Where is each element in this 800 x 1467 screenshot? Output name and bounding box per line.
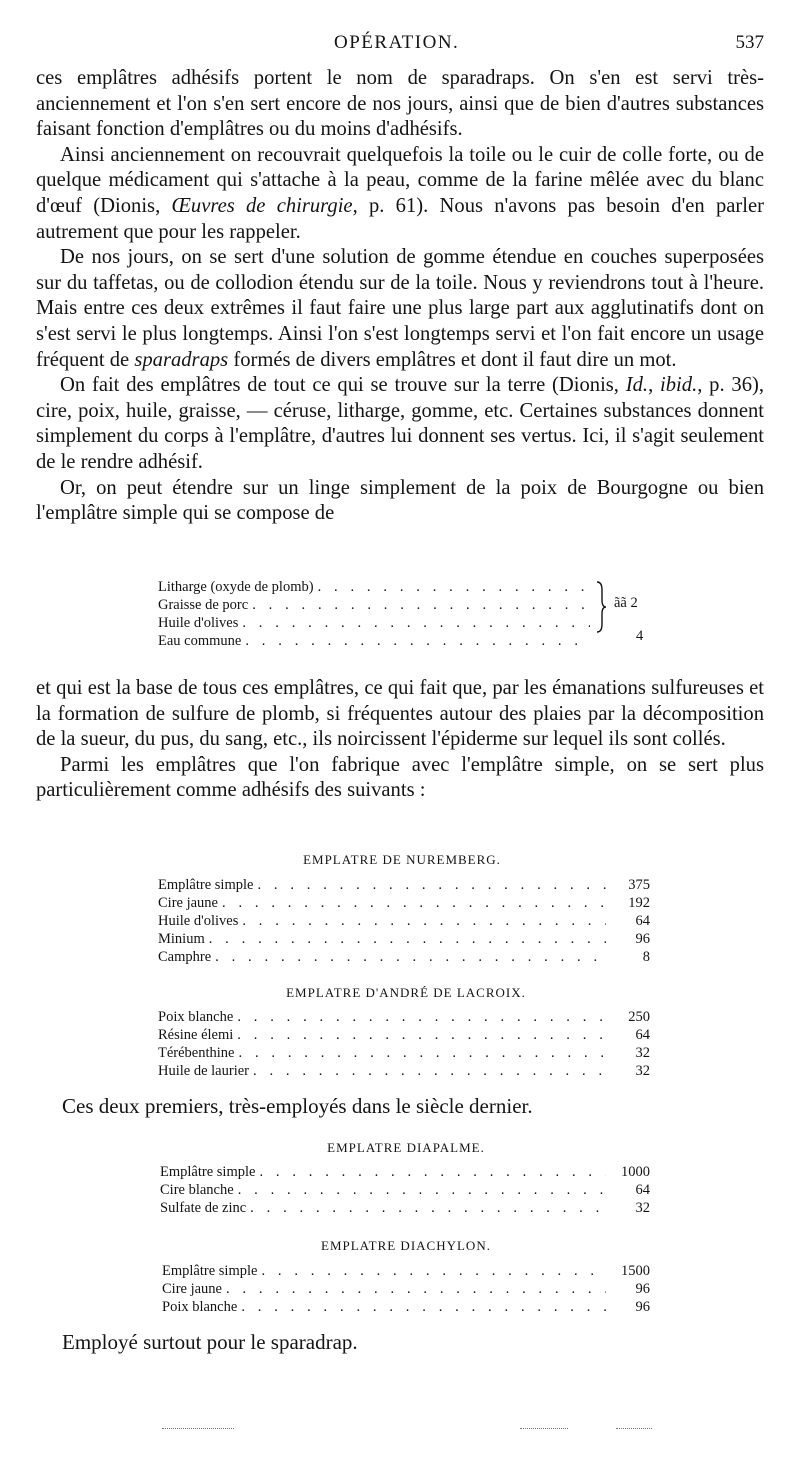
recipe-diachylon [162,1262,650,1316]
recipe-lacroix [158,1008,650,1080]
brace-quantity: ãã 2 [614,595,638,611]
recipe-title-diachylon: EMPLATRE DIACHYLON. [321,1238,491,1253]
bleed-through-mark [162,1428,234,1430]
note-line-2: Employé surtout pour le sparadrap. [62,1330,358,1354]
recipe-row: Emplâtre simple . . . 375 [158,876,650,894]
recipe-title-diapalme: EMPLATRE DIAPALME. [327,1140,485,1155]
recipe-title-lacroix: EMPLATRE D'ANDRÉ DE LACROIX. [286,985,526,1000]
running-head [0,32,800,56]
page-number: 537 [735,32,764,53]
paragraph-5: Or, on peut étendre sur un linge simplement de la poix de Bourgogne ou bien l'emplâtre simple qui se compose de [36,476,764,525]
paragraph-1: ces emplâtres adhésifs portent le nom de sparadraps. On s'en est servi très-anciennement et l'on s'en sert encore de nos jours, ainsi que de bien d'autres substances faisant fonction d'emplâtres ou du moins d'adhésifs. [36,67,764,141]
recipe-row: Cire jaune . . . 192 [158,894,650,912]
recipe-row: Minium . . . 96 [158,930,650,948]
recipe-row: Emplâtre simple . . . 1000 [160,1163,650,1181]
bleed-through-mark [616,1428,652,1430]
ingredient-row: Graisse de porc . . . [158,596,594,614]
recipe-row: Térébenthine . . . 32 [158,1044,650,1062]
paragraph-2: Ainsi anciennement on recouvrait quelquefois la toile ou le cuir de colle forte, ou de quelque médicament qui s'attache à la peau, comme de la farine mêlée avec du blanc d'œuf (Dionis, Œuvres de chirurgie, p. 61). Nous n'avons pas besoin d'en parler autrement que pour les rappeler. [36,143,764,243]
water-quantity: 4 [636,628,644,644]
recipe-row: Cire jaune . . . 96 [162,1280,650,1298]
paragraph-6: et qui est la base de tous ces emplâtres, ce qui fait que, par les émanations sulfureuses et la formation de sulfure de plomb, si fréquentes autour des plaies par la décomposition de la sueur, du pus, du sang, etc., ils noircissent l'épiderme sur lequel ils sont collés. [36,677,764,751]
recipe-row: Sulfate de zinc . . . 32 [160,1199,650,1217]
recipe-row: Poix blanche . . . 250 [158,1008,650,1026]
main-text-block [36,66,764,527]
ingredient-row: Eau commune . . . [158,632,594,650]
recipe-row: Résine élemi . . . 64 [158,1026,650,1044]
running-title: OPÉRATION. [334,32,460,53]
ingredient-row: Litharge (oxyde de plomb) . . . [158,578,594,596]
recipe-row: Emplâtre simple . . . 1500 [162,1262,650,1280]
paragraph-7: Parmi les emplâtres que l'on fabrique avec l'emplâtre simple, on se sert plus particulièrement comme adhésifs des suivants : [36,753,764,802]
ingredient-row: Huile d'olives . . . [158,614,594,632]
curly-brace-icon [594,580,608,634]
recipe-row: Huile d'olives . . . 64 [158,912,650,930]
recipe-row: Huile de laurier . . . 32 [158,1062,650,1080]
recipe-title-nuremberg: EMPLATRE DE NUREMBERG. [303,852,501,867]
recipe-diapalme [160,1163,650,1217]
paragraph-3: De nos jours, on se sert d'une solution de gomme étendue en couches superposées sur du taffetas, ou de collodion étendu sur de la toile. Nous y reviendrons tout à l'heure. Mais entre ces deux extrêmes il faut faire une plus large part aux agglutinatifs dont on s'est servi le plus longtemps. Ainsi l'on s'est longtemps servi et l'on fait encore un usage fréquent de sparadraps formés de divers emplâtres et dont il faut dire un mot. [36,246,764,371]
recipe-row: Poix blanche . . . 96 [162,1298,650,1316]
bleed-through-mark [520,1428,568,1430]
recipe-row: Cire blanche . . . 64 [160,1181,650,1199]
recipe-nuremberg [158,876,650,966]
simple-plaster-list [158,578,594,650]
recipe-row: Camphre . . . 8 [158,948,650,966]
main-text-block-2 [36,676,764,804]
paragraph-4: On fait des emplâtres de tout ce qui se trouve sur la terre (Dionis, Id., ibid., p. 36), cire, poix, huile, graisse, — céruse, litharge, gomme, etc. Certaines substances donnent simplement du corps à l'emplâtre, d'autres lui donnent ses vertus. Ici, il s'agit seulement de le rendre adhésif. [36,374,765,473]
note-line-1: Ces deux premiers, très-employés dans le siècle dernier. [62,1094,533,1118]
